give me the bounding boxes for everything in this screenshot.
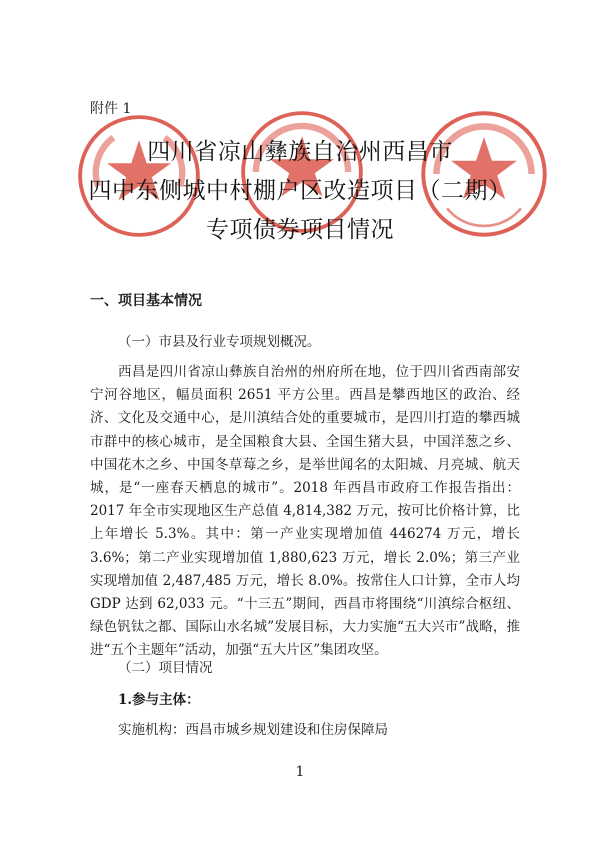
- overview-paragraph: 西昌是四川省凉山彝族自治州的州府所在地，位于四川省西南部安宁河谷地区，幅员面积 2651 平方公里。西昌是攀西地区的政治、经济、文化及交通中心，是川滇结合处的重要城市，是四川打造的攀西城市群中的核心城市，是全国粮食大县、全国生猪大县，中国洋葱之乡、中国花木之乡、中国冬草莓之乡，是举世闻名的太阳城、月亮城、航天城，是“一座春天栖息的城市”。2018 年西昌市政府工作报告指出：2017 年全市实现地区生产总值 4,814,382 万元，按可比价格计算，比上年增长 5.3%。其中：第一产业实现增加值 446274 万元，增长 3.6%；第二产业实现增加值 1,880,623 万元，增长 2.0%；第三产业实现增加值 2,487,485 万元，增长 8.0%。按常住人口计算，全市人均 GDP 达到 62,033 元。“十三五”期间，西昌市将围绕“川滇综合枢纽、绿色钒钛之都、国际山水名城”发展目标，大力实施“五大兴市”战略，推进“五个主题年”活动，加强“五大片区”集团攻坚。: [90, 364, 520, 659]
- title-line-2: 四中东侧城中村棚户区改造项目（二期）: [88, 178, 512, 204]
- attachment-label: 附件 1: [90, 101, 132, 117]
- subsection-heading-2: （二）项目情况: [118, 660, 213, 676]
- implementing-agency: 实施机构：西昌市城乡规划建设和住房保障局: [118, 722, 388, 738]
- title-line-3: 专项债券项目情况: [206, 217, 394, 243]
- item-heading-participants: 1.参与主体：: [118, 692, 200, 708]
- section-heading: 一、项目基本情况: [90, 293, 202, 309]
- subsection-heading-1: （一）市县及行业专项规划概况。: [118, 334, 321, 350]
- document-title: [0, 133, 600, 250]
- page-number: 1: [295, 764, 305, 780]
- title-line-1: 四川省凉山彝族自治州西昌市: [147, 139, 453, 165]
